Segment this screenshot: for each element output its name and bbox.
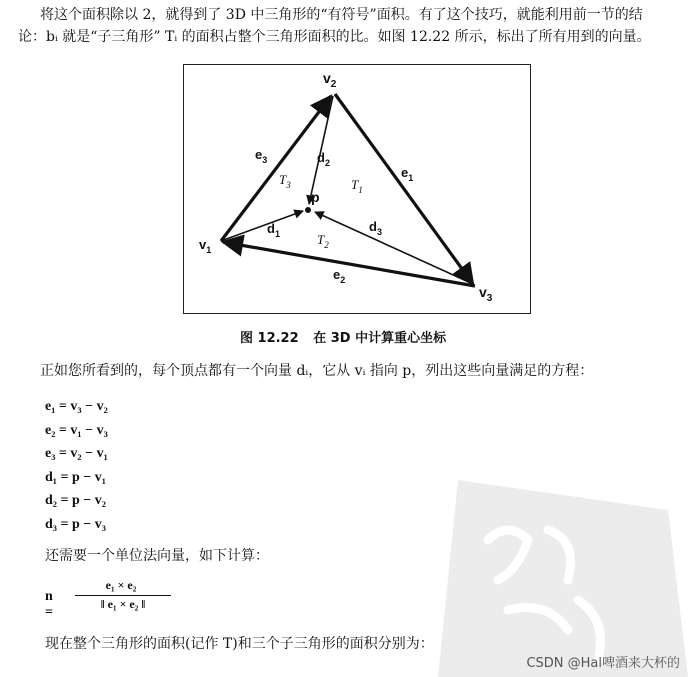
figure-caption-number: 图 12.22: [240, 331, 299, 346]
edge-e3: [221, 96, 331, 241]
equation-list: [45, 395, 108, 536]
label-e2: $e_2$: [333, 267, 346, 285]
label-v3: $v_3$: [479, 284, 493, 304]
triangle-figure: [183, 64, 531, 314]
equation: d₃ = p − v₃: [45, 516, 106, 532]
paragraph-intro-line1: 将这个面积除以 2，就得到了 3D 中三角形的“有符号”面积。有了这个技巧，就能利用前一节的结: [40, 7, 643, 23]
label-p: p: [311, 189, 320, 205]
label-T1: $T_1$: [351, 177, 363, 195]
label-d3: $d_3$: [369, 219, 382, 237]
normal-equation-denominator: ‖ e₁ × e₂ ‖: [100, 597, 146, 611]
label-e3: $e_3$: [255, 147, 268, 165]
normal-equation-lhs: n =: [45, 589, 53, 620]
label-e1: $e_1$: [401, 165, 414, 183]
figure-caption-text: 在 3D 中计算重心坐标: [313, 331, 447, 346]
seal-watermark: [418, 470, 688, 677]
fraction-bar: [75, 595, 171, 596]
label-d2: $d_2$: [317, 150, 330, 168]
equation: e₂ = v₁ − v₃: [45, 422, 108, 438]
equation: d₂ = p − v₂: [45, 493, 106, 508]
equation: e₃ = v₂ − v₁: [45, 446, 108, 461]
label-v2: $v_2$: [323, 70, 337, 90]
equation: d₁ = p − v₁: [45, 469, 106, 485]
paragraph-areas: 现在整个三角形的面积(记作 T)和三个子三角形的面积分别为：: [45, 636, 434, 652]
paragraph-normal: 还需要一个单位法向量，如下计算：: [45, 548, 269, 564]
paragraph-vectors: 正如您所看到的，每个顶点都有一个向量 dᵢ，它从 vᵢ 指向 p，列出这些向量满足的方程：: [40, 363, 594, 379]
figure-caption: [240, 327, 456, 346]
label-T3: $T_3$: [279, 172, 291, 190]
label-v1: $v_1$: [199, 237, 212, 255]
paragraph-intro: [18, 4, 670, 48]
normal-equation-numerator: e₁ × e₂: [105, 578, 137, 592]
label-T2: $T_2$: [317, 232, 329, 250]
label-d1: $d_1$: [267, 221, 280, 239]
source-credit: CSDN @Hal啤酒来大杯的: [526, 656, 680, 671]
edge-e2: [223, 242, 475, 286]
point-p: [305, 207, 311, 213]
equation: e₁ = v₃ − v₂: [45, 399, 108, 414]
paragraph-intro-line2: 论：bᵢ 就是“子三角形” Tᵢ 的面积占整个三角形面积的比。如图 12.22 所示，标出了所有用到的向量。: [18, 29, 651, 45]
